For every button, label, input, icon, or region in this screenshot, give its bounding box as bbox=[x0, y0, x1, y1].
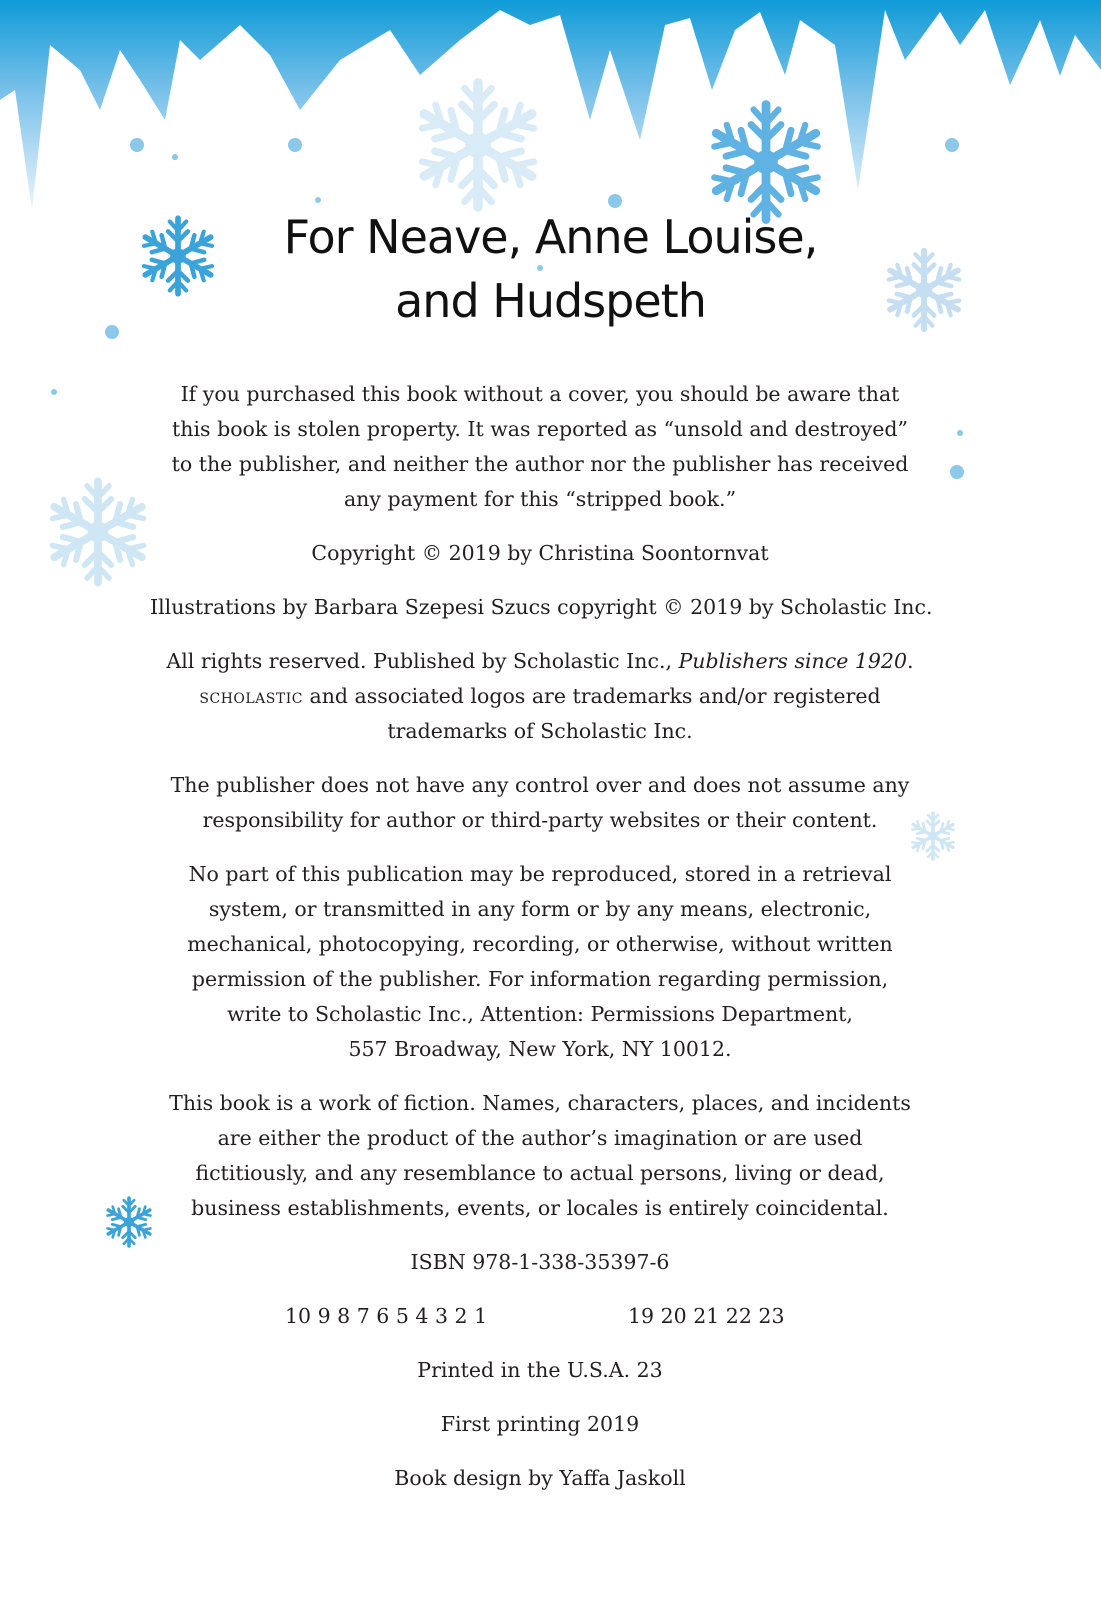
first-printing bbox=[150, 1407, 930, 1442]
reproduction-line: 557 Broadway, New York, NY 10012. bbox=[348, 1037, 732, 1061]
icicle-border bbox=[0, 0, 1101, 210]
printing-line bbox=[150, 1299, 930, 1334]
fiction-line: business establishments, events, or locales is entirely coincidental. bbox=[191, 1196, 889, 1220]
copyright-page-text bbox=[150, 377, 933, 1515]
snowflake-icon bbox=[105, 1198, 153, 1246]
rights-prefix: All rights reserved. Published by Scholastic Inc., bbox=[166, 649, 679, 673]
book-design-text: Book design by Yaffa Jaskoll bbox=[394, 1466, 686, 1490]
disclaimer-line: responsibility for author or third-party websites or their content. bbox=[202, 808, 878, 832]
rights-statement bbox=[150, 644, 930, 749]
scholastic-wordmark: scholastic bbox=[199, 684, 303, 708]
isbn-text: ISBN 978-1-338-35397-6 bbox=[410, 1250, 670, 1274]
illustrations-credit bbox=[150, 590, 933, 625]
reproduction-line: write to Scholastic Inc., Attention: Permissions Department, bbox=[227, 1002, 853, 1026]
reproduction-line: system, or transmitted in any form or by any means, electronic, bbox=[208, 897, 872, 921]
notice-line: this book is stolen property. It was reported as “unsold and destroyed” bbox=[172, 417, 908, 441]
snowflake-icon bbox=[709, 105, 824, 220]
copyright-text: Copyright © 2019 by Christina Soontornvat bbox=[311, 541, 769, 565]
printed-in bbox=[150, 1353, 930, 1388]
copyright-line bbox=[150, 536, 930, 571]
notice-line: If you purchased this book without a cover, you should be aware that bbox=[180, 382, 900, 406]
dedication-line: and Hudspeth bbox=[395, 274, 706, 328]
fiction-line: This book is a work of fiction. Names, characters, places, and incidents bbox=[169, 1091, 911, 1115]
reproduction-line: permission of the publisher. For information regarding permission, bbox=[191, 967, 889, 991]
reproduction-line: No part of this publication may be reproduced, stored in a retrieval bbox=[188, 862, 892, 886]
rights-line bbox=[150, 679, 930, 714]
printing-numbers: 10 9 8 7 6 5 4 3 2 1 bbox=[285, 1304, 488, 1328]
rights-line bbox=[150, 644, 930, 679]
notice-line: any payment for this “stripped book.” bbox=[343, 487, 737, 511]
rights-suffix: . bbox=[907, 649, 914, 673]
notice-line: to the publisher, and neither the author nor the publisher has received bbox=[171, 452, 909, 476]
stripped-book-notice bbox=[150, 377, 930, 517]
publisher-tagline: Publishers since 1920 bbox=[678, 649, 908, 673]
website-disclaimer bbox=[150, 768, 930, 838]
reproduction-line: mechanical, photocopying, recording, or otherwise, without written bbox=[187, 932, 893, 956]
snowflake-icon bbox=[416, 83, 540, 207]
fiction-line: are either the product of the author’s imagination or are used bbox=[217, 1126, 863, 1150]
fiction-line: fictitiously, and any resemblance to actual persons, living or dead, bbox=[195, 1161, 885, 1185]
reproduction-notice bbox=[150, 857, 930, 1067]
dedication-line: For Neave, Anne Louise, bbox=[283, 210, 818, 264]
book-design-credit bbox=[150, 1461, 930, 1496]
disclaimer-line: The publisher does not have any control over and does not assume any bbox=[170, 773, 910, 797]
snowflake-icon bbox=[48, 481, 149, 582]
rights-trademark-text: and associated logos are trademarks and/or registered bbox=[302, 684, 881, 708]
fiction-disclaimer bbox=[150, 1086, 930, 1226]
isbn bbox=[150, 1245, 930, 1280]
first-printing-text: First printing 2019 bbox=[440, 1412, 640, 1436]
rights-line: trademarks of Scholastic Inc. bbox=[387, 719, 693, 743]
dedication bbox=[0, 205, 1101, 333]
printed-in-text: Printed in the U.S.A. 23 bbox=[417, 1358, 663, 1382]
illustrations-text: Illustrations by Barbara Szepesi Szucs copyright © 2019 by Scholastic Inc. bbox=[150, 595, 933, 619]
year-numbers: 19 20 21 22 23 bbox=[628, 1304, 785, 1328]
